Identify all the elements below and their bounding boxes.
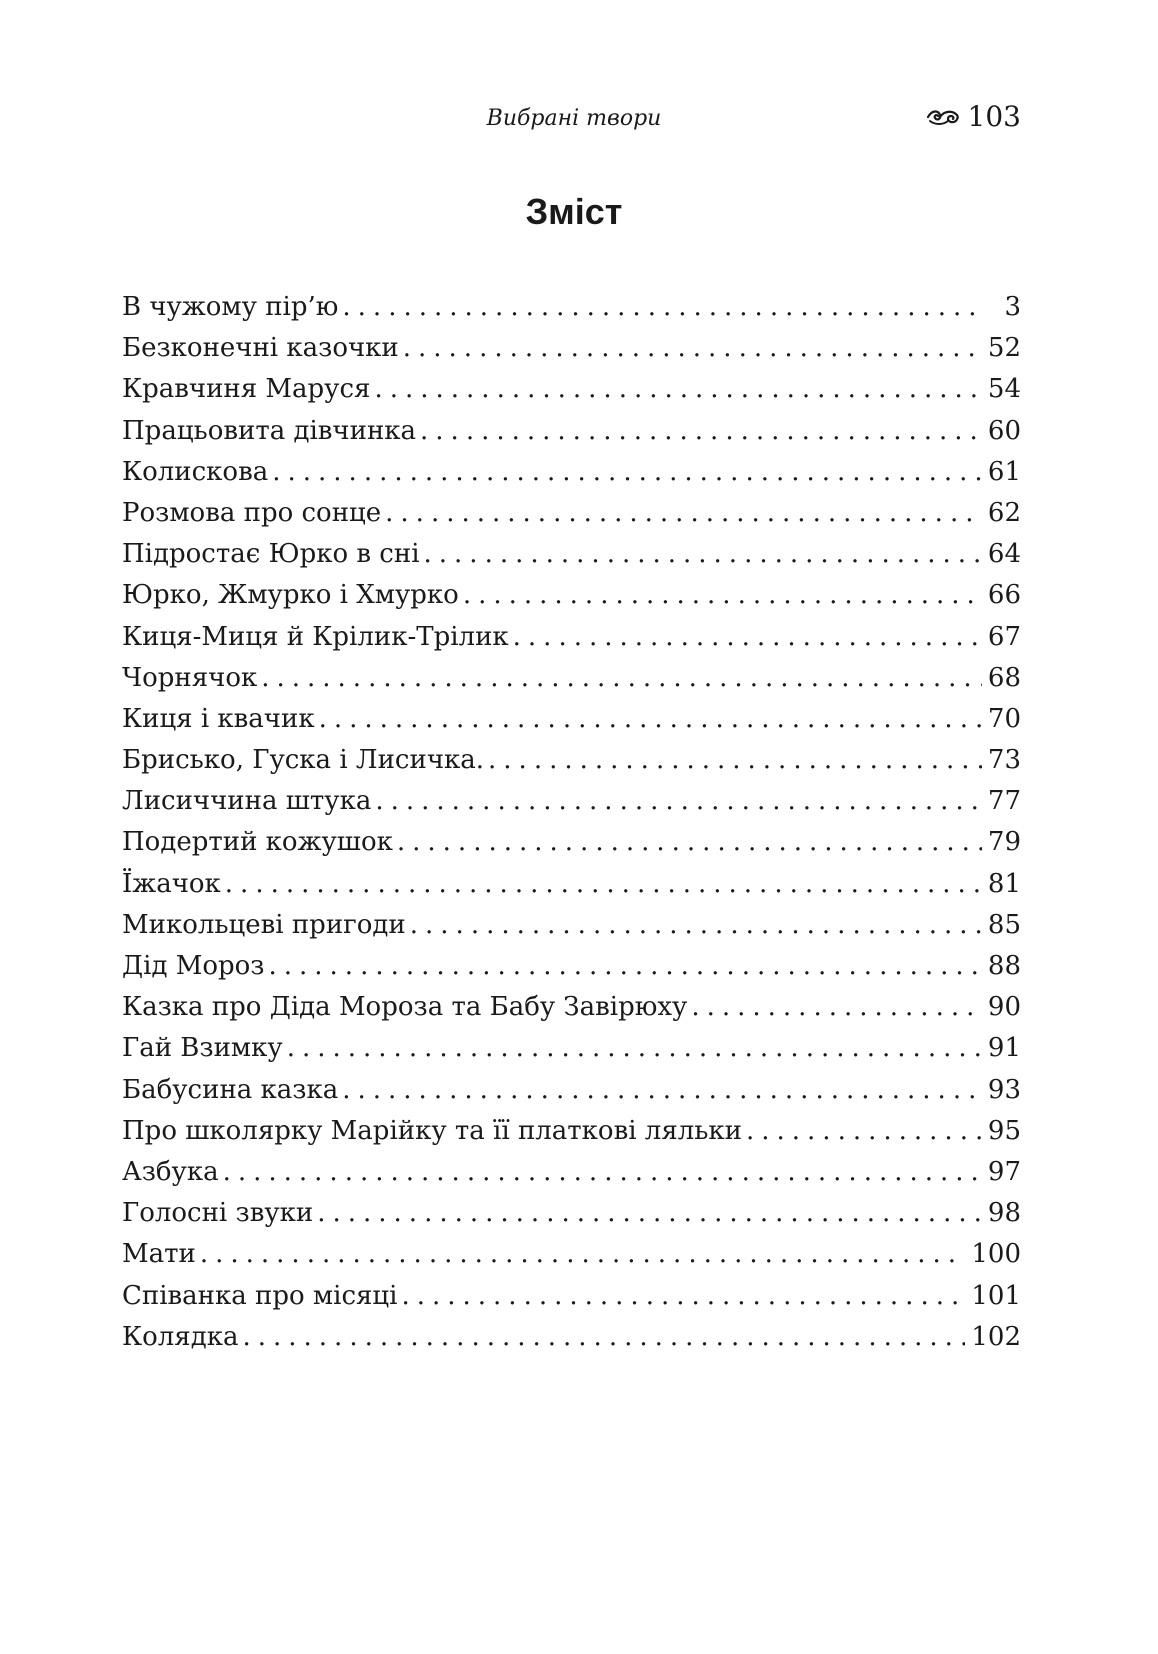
toc-entry-page: 101 — [971, 1280, 1021, 1311]
dot-leader — [746, 1114, 982, 1148]
toc-entry-page: 91 — [987, 1033, 1021, 1064]
toc-entry-title: Працьовита дівчинка — [122, 415, 417, 446]
dot-leader — [342, 290, 985, 324]
toc-entry[interactable] — [122, 867, 1021, 908]
fleuron-icon — [926, 107, 960, 127]
toc-entry[interactable] — [122, 702, 1021, 743]
dot-leader — [200, 1237, 966, 1271]
toc-entry-page: 3 — [1004, 292, 1021, 322]
dot-leader — [403, 331, 982, 365]
toc-entry[interactable] — [122, 1196, 1021, 1237]
toc-entry[interactable] — [122, 620, 1021, 661]
dot-leader — [319, 702, 982, 736]
dot-leader — [242, 1320, 965, 1354]
toc-entry-page: 66 — [987, 580, 1021, 611]
toc-entry-title: Казка про Діда Мороза та Бабу Завірюху — [122, 992, 688, 1023]
toc-entry[interactable] — [122, 496, 1021, 537]
toc-entry-page: 54 — [987, 374, 1021, 405]
page-title: Зміст — [525, 191, 623, 232]
toc-entry-page: 90 — [987, 992, 1021, 1023]
toc-entry[interactable] — [122, 1114, 1021, 1155]
toc-entry-title: Розмова про сонце — [122, 497, 382, 528]
dot-leader — [463, 578, 982, 612]
toc-entry-title: Дід Мороз — [122, 951, 265, 981]
toc-entry-page: 100 — [971, 1239, 1021, 1270]
toc-entry-title: Микольцеві пригоди — [122, 909, 406, 940]
toc-entry-title: Безконечні казочки — [122, 333, 399, 364]
dot-leader — [385, 496, 982, 530]
dot-leader — [268, 949, 981, 983]
page-header-number — [926, 100, 1021, 134]
dot-leader — [342, 1073, 982, 1107]
toc-entry-title: Подертий кожушок — [122, 827, 393, 858]
toc-entry[interactable] — [122, 578, 1021, 619]
dot-leader — [225, 867, 982, 901]
toc-entry-title: В чужому пір’ю — [122, 292, 339, 322]
toc-entry-page: 70 — [987, 703, 1021, 734]
toc-entry[interactable] — [122, 1073, 1021, 1114]
toc-entry-title: Про школярку Марійку та її платкові ляльки — [122, 1115, 742, 1146]
toc-entry-page: 67 — [987, 621, 1021, 652]
toc-entry-title: Киця і квачик — [122, 703, 315, 734]
toc-entry[interactable] — [122, 743, 1021, 784]
toc-entry-title: Гай Взимку — [122, 1033, 283, 1064]
toc-entry[interactable] — [122, 784, 1021, 825]
toc-entry-title: Бабусина казка — [122, 1074, 339, 1105]
toc-entry-page: 62 — [987, 497, 1021, 528]
toc-entry-page: 93 — [987, 1074, 1021, 1105]
toc-entry[interactable] — [122, 825, 1021, 866]
dot-leader — [261, 661, 982, 695]
dot-leader — [691, 990, 982, 1024]
page-number: 103 — [967, 100, 1021, 133]
dot-leader — [272, 455, 982, 489]
dot-leader — [424, 537, 982, 571]
toc-entry[interactable] — [122, 1279, 1021, 1320]
toc-entry-title: Киця-Миця й Крілик-Трілик — [122, 621, 509, 652]
dot-leader — [397, 825, 982, 859]
toc-entry[interactable] — [122, 1031, 1021, 1072]
table-of-contents — [122, 290, 1021, 1361]
toc-entry-page: 68 — [987, 662, 1021, 693]
dot-leader — [488, 743, 982, 777]
toc-entry[interactable] — [122, 290, 1021, 331]
toc-entry-title: Чорнячок — [122, 662, 258, 693]
dot-leader — [317, 1196, 982, 1230]
toc-entry-page: 95 — [987, 1115, 1021, 1146]
dot-leader — [223, 1155, 982, 1189]
toc-entry-title: Колискова — [122, 456, 269, 487]
toc-entry[interactable] — [122, 1155, 1021, 1196]
dot-leader — [287, 1031, 982, 1065]
toc-entry-page: 64 — [987, 539, 1021, 570]
toc-entry[interactable] — [122, 455, 1021, 496]
toc-entry[interactable] — [122, 537, 1021, 578]
dot-leader — [374, 372, 981, 406]
toc-entry-page: 98 — [987, 1198, 1021, 1229]
toc-entry-title: Співанка про місяці — [122, 1280, 398, 1311]
running-title: Вибрані твори — [486, 106, 662, 131]
toc-entry-page: 85 — [987, 909, 1021, 940]
toc-entry-page: 79 — [987, 827, 1021, 858]
toc-entry-page: 60 — [987, 415, 1021, 446]
toc-entry[interactable] — [122, 1320, 1021, 1361]
toc-entry-title: Юрко, Жмурко і Хмурко — [122, 580, 459, 611]
toc-entry-title: Мати — [122, 1239, 196, 1270]
toc-entry-title: Азбука — [122, 1156, 219, 1187]
toc-entry-page: 81 — [987, 868, 1021, 899]
toc-entry-title: Їжачок — [122, 868, 221, 899]
toc-entry-title: Брисько, Гуска і Лисичка. — [122, 745, 485, 776]
toc-entry-title: Лисиччина штука — [122, 786, 372, 817]
toc-entry-page: 97 — [987, 1156, 1021, 1187]
toc-entry[interactable] — [122, 908, 1021, 949]
toc-entry-title: Кравчиня Маруся — [122, 374, 371, 405]
toc-entry[interactable] — [122, 949, 1021, 990]
toc-entry[interactable] — [122, 331, 1021, 372]
toc-entry-title: Голосні звуки — [122, 1198, 314, 1229]
toc-entry-title: Підростає Юрко в сні — [122, 539, 420, 570]
dot-leader — [513, 620, 982, 654]
toc-entry-page: 77 — [987, 786, 1021, 817]
toc-entry[interactable] — [122, 661, 1021, 702]
toc-entry-page: 61 — [987, 456, 1021, 487]
toc-entry[interactable] — [122, 1237, 1021, 1278]
toc-entry[interactable] — [122, 414, 1021, 455]
dot-leader — [375, 784, 982, 818]
toc-entry[interactable] — [122, 372, 1021, 413]
toc-entry-page: 88 — [987, 951, 1021, 981]
toc-entry-page: 102 — [971, 1321, 1021, 1352]
dot-leader — [410, 908, 982, 942]
toc-entry-page: 73 — [987, 745, 1021, 776]
toc-entry-page: 52 — [987, 333, 1021, 364]
toc-entry[interactable] — [122, 990, 1021, 1031]
toc-entry-title: Колядка — [122, 1321, 239, 1352]
dot-leader — [401, 1279, 965, 1313]
dot-leader — [420, 414, 982, 448]
